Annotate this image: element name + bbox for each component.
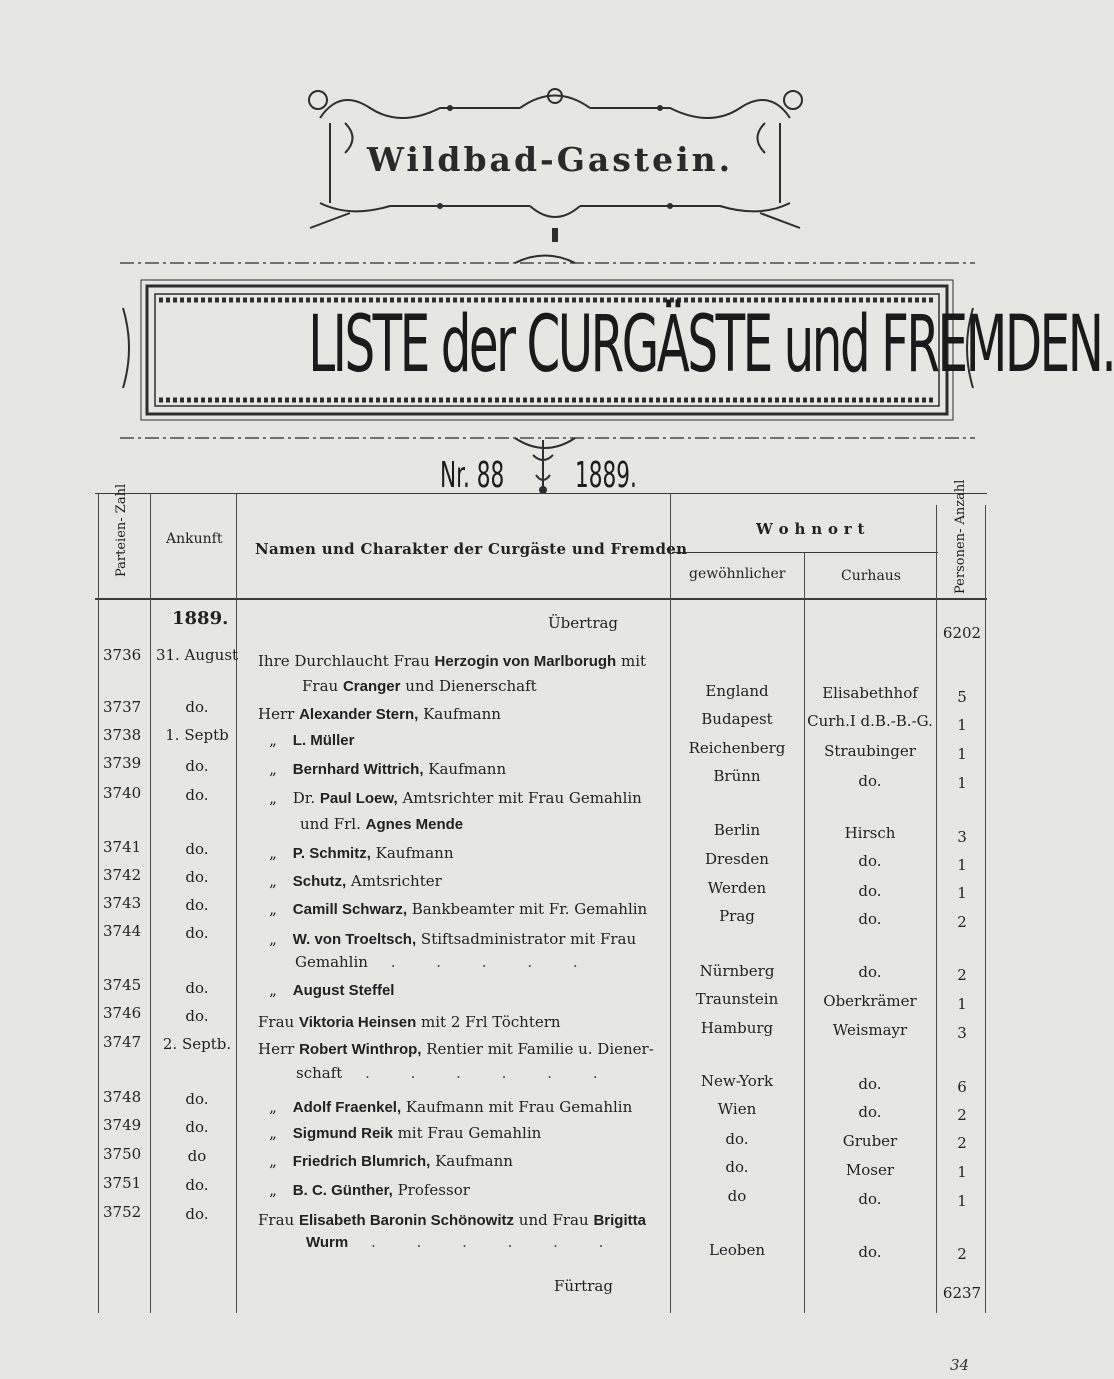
uebertrag-value: 6202 — [942, 624, 982, 642]
cure-house: Weismayr — [832, 1021, 908, 1039]
home-town: Reichenberg — [688, 739, 786, 757]
home-town: Leoben — [708, 1241, 765, 1259]
home-town: do — [727, 1187, 747, 1205]
party-number: 3742 — [103, 866, 142, 884]
guest-name: Herr Alexander Stern, Kaufmann — [258, 705, 501, 723]
person-count: 1 — [957, 774, 967, 792]
cure-house: Curh.I d.B.-B.-G. — [807, 712, 933, 730]
guest-name: „ B. C. Günther, Professor — [269, 1181, 470, 1199]
home-town: England — [705, 682, 769, 700]
guest-name-line2: Frau Cranger und Dienerschaft — [302, 677, 537, 695]
arrival-date: 31. August — [155, 646, 239, 664]
arrival-date: do. — [185, 757, 209, 775]
cure-house: Hirsch — [844, 824, 896, 842]
arrival-date: do. — [185, 1090, 209, 1108]
table-top-rule — [95, 493, 987, 494]
person-count: 1 — [957, 856, 967, 874]
place-heading: Wildbad-Gastein. — [366, 140, 734, 179]
person-count: 3 — [957, 828, 967, 846]
issue-number: Nr. 88 — [440, 455, 505, 496]
home-town: Hamburg — [700, 1019, 774, 1037]
arrival-date: do. — [185, 1176, 209, 1194]
party-number: 3736 — [103, 646, 142, 664]
col-divider — [98, 493, 99, 1313]
home-town: Wien — [717, 1100, 757, 1118]
document-title: LISTE der CURGÄSTE und FREMDEN. — [308, 300, 1114, 390]
arrival-date: do. — [185, 868, 209, 886]
person-count: 1 — [957, 1192, 967, 1210]
person-count: 2 — [957, 913, 967, 931]
party-number: 3744 — [103, 922, 142, 940]
home-town: Traunstein — [695, 990, 779, 1008]
guest-name: „ Friedrich Blumrich, Kaufmann — [269, 1152, 513, 1170]
cure-house: do. — [858, 963, 882, 981]
home-town: Budapest — [701, 710, 773, 728]
guest-name-line2: und Frl. Agnes Mende — [300, 815, 464, 833]
center-ornament-icon — [528, 440, 558, 495]
guest-name: Frau Elisabeth Baronin Schönowitz und Frau Brigitta — [258, 1211, 646, 1229]
party-number: 3752 — [103, 1203, 142, 1221]
person-count: 2 — [957, 966, 967, 984]
party-number: 3739 — [103, 754, 142, 772]
person-count: 3 — [957, 1024, 967, 1042]
folio-number: 34 — [950, 1356, 970, 1374]
party-number: 3737 — [103, 698, 142, 716]
person-count: 1 — [957, 1163, 967, 1181]
header-ankunft: Ankunft — [166, 531, 223, 547]
party-number: 3747 — [103, 1033, 142, 1051]
party-number: 3751 — [103, 1174, 142, 1192]
person-count: 5 — [957, 688, 967, 706]
arrival-date: do. — [185, 1007, 209, 1025]
guest-name: „ August Steffel — [269, 981, 395, 999]
cure-house: do. — [858, 1190, 882, 1208]
arrival-date: do. — [185, 979, 209, 997]
guest-name: „ Schutz, Amtsrichter — [269, 872, 442, 890]
person-count: 1 — [957, 884, 967, 902]
cure-house: Gruber — [842, 1132, 898, 1150]
person-count: 6 — [957, 1078, 967, 1096]
table-header-rule — [95, 598, 987, 600]
header-gewoehnlicher: gewöhnlicher — [689, 566, 786, 582]
arrival-date: do. — [185, 786, 209, 804]
cure-house: do. — [858, 1075, 882, 1093]
home-town: New-York — [700, 1072, 774, 1090]
guest-name: „ L. Müller — [269, 731, 355, 749]
header-namen: Namen und Charakter der Curgäste und Fremden — [255, 540, 688, 558]
person-count: 2 — [957, 1106, 967, 1124]
guest-name-line2: Gemahlin . . . . . — [295, 953, 596, 971]
home-town: Dresden — [705, 850, 769, 868]
fuertrag-label: Fürtrag — [554, 1277, 613, 1295]
home-town: Werden — [707, 879, 767, 897]
party-number: 3740 — [103, 784, 142, 802]
home-town: do. — [725, 1158, 749, 1176]
arrival-date: 2. Septb. — [162, 1035, 232, 1053]
guest-name: Herr Robert Winthrop, Rentier mit Familie u. Diener- — [258, 1040, 654, 1058]
header-curhaus: Curhaus — [841, 568, 901, 584]
arrival-date: do. — [185, 924, 209, 942]
cure-house: do. — [858, 772, 882, 790]
arrival-date: do. — [185, 698, 209, 716]
cure-house: Straubinger — [824, 742, 916, 760]
cure-house: Elisabethhof — [822, 684, 918, 702]
guest-name: Ihre Durchlaucht Frau Herzogin von Marlborugh mit — [258, 652, 647, 670]
cure-house: Oberkrämer — [823, 992, 917, 1010]
issue-year: 1889. — [575, 455, 637, 496]
year-label: 1889. — [172, 608, 229, 629]
guest-name: „ Sigmund Reik mit Frau Gemahlin — [269, 1124, 542, 1142]
home-town: Nürnberg — [699, 962, 775, 980]
cure-house: do. — [858, 882, 882, 900]
arrival-date: do. — [185, 1205, 209, 1223]
uebertrag-label: Übertrag — [548, 614, 619, 632]
person-count: 1 — [957, 995, 967, 1013]
guest-name-line2: schaft . . . . . . — [296, 1064, 616, 1082]
arrival-date: do. — [185, 840, 209, 858]
party-number: 3745 — [103, 976, 142, 994]
arrival-date: do. — [185, 1118, 209, 1136]
guest-name: „ Adolf Fraenkel, Kaufmann mit Frau Gemahlin — [269, 1098, 633, 1116]
guest-name: „ Camill Schwarz, Bankbeamter mit Fr. Gemahlin — [269, 900, 648, 918]
party-number: 3741 — [103, 838, 142, 856]
header-personen-anzahl: Personen- Anzahl — [953, 479, 968, 594]
party-number: 3746 — [103, 1004, 142, 1022]
home-town: Prag — [719, 907, 755, 925]
cure-house: do. — [858, 1103, 882, 1121]
party-number: 3748 — [103, 1088, 142, 1106]
guest-name: „ P. Schmitz, Kaufmann — [269, 844, 454, 862]
guest-name: „ Dr. Paul Loew, Amtsrichter mit Frau Gemahlin — [269, 789, 642, 807]
arrival-date: 1. Septb — [165, 726, 229, 744]
person-count: 2 — [957, 1245, 967, 1263]
person-count: 1 — [957, 716, 967, 734]
header-wohnort: W o h n o r t — [756, 520, 865, 538]
person-count: 1 — [957, 745, 967, 763]
wohnort-split-rule — [672, 552, 938, 553]
header-parteien-zahl: Parteien- Zahl — [114, 483, 129, 577]
cure-house: do. — [858, 852, 882, 870]
cure-house: Moser — [845, 1161, 895, 1179]
arrival-date: do. — [185, 896, 209, 914]
arrival-date: do — [187, 1147, 207, 1165]
guest-name: „ W. von Troeltsch, Stiftsadministrator mit Frau — [269, 930, 637, 948]
cure-house: do. — [858, 910, 882, 928]
guest-name: „ Bernhard Wittrich, Kaufmann — [269, 760, 507, 778]
guest-name-line2: Wurm . . . . . . — [306, 1233, 622, 1251]
col-divider — [670, 493, 671, 1313]
home-town: Berlin — [713, 821, 761, 839]
party-number: 3749 — [103, 1116, 142, 1134]
party-number: 3743 — [103, 894, 142, 912]
home-town: Brünn — [713, 767, 761, 785]
home-town: do. — [725, 1130, 749, 1148]
guest-name: Frau Viktoria Heinsen mit 2 Frl Töchtern — [258, 1013, 561, 1031]
person-count: 2 — [957, 1134, 967, 1152]
party-number: 3738 — [103, 726, 142, 744]
party-number: 3750 — [103, 1145, 142, 1163]
cure-house: do. — [858, 1243, 882, 1261]
fuertrag-value: 6237 — [942, 1284, 982, 1302]
